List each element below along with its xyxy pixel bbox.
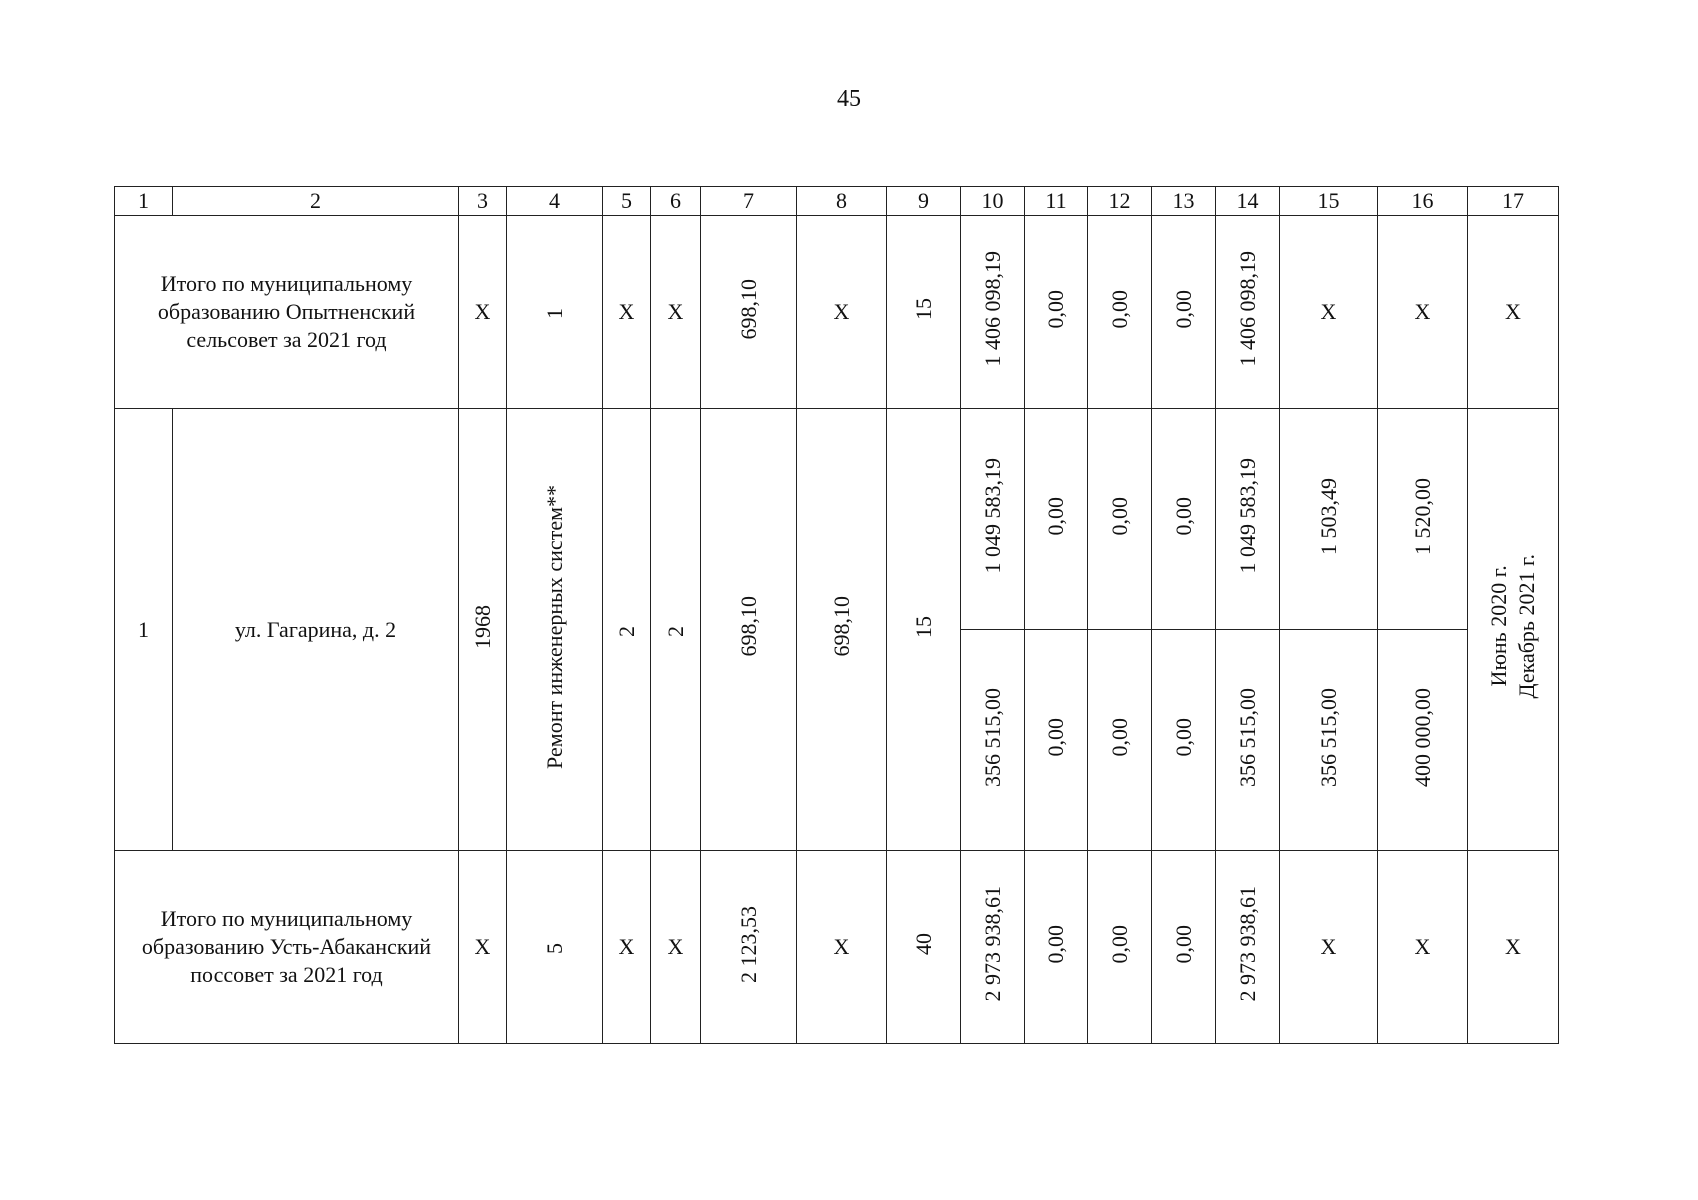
header-cell: 3 <box>459 187 507 216</box>
item-top-cell-12-value: 0,00 <box>1106 496 1132 536</box>
total-label: Итого по муниципальному образованию Усть-Абаканский поссовет за 2021 год <box>115 851 459 1044</box>
cell-10-value: 1 406 098,19 <box>979 251 1005 367</box>
item-cell-8-value: 698,10 <box>828 596 854 657</box>
item-top-cell-11 <box>1025 409 1088 630</box>
cell-14 <box>1216 216 1280 409</box>
page-number: 45 <box>837 86 861 112</box>
cell-13 <box>1152 851 1216 1044</box>
cell-13 <box>1152 216 1216 409</box>
item-bottom-cell-16 <box>1378 630 1468 851</box>
cell-7 <box>701 216 797 409</box>
cell-15: X <box>1280 216 1378 409</box>
item-bottom-cell-15 <box>1280 630 1378 851</box>
cell-6: X <box>651 851 701 1044</box>
item-cell-5 <box>603 409 651 851</box>
cell-11 <box>1025 851 1088 1044</box>
item-top-cell-16-value: 1 520,00 <box>1409 477 1435 555</box>
item-period-text <box>1485 554 1541 698</box>
item-top-cell-12 <box>1088 409 1152 630</box>
header-cell: 10 <box>961 187 1025 216</box>
cell-11 <box>1025 216 1088 409</box>
total-row-ust-abakansky <box>115 851 1559 1044</box>
item-cell-7 <box>701 409 797 851</box>
item-address: ул. Гагарина, д. 2 <box>173 409 459 851</box>
item-top-cell-10 <box>961 409 1025 630</box>
item-cell-5-value: 2 <box>613 625 639 637</box>
cell-7-value: 2 123,53 <box>735 905 761 983</box>
header-cell: 16 <box>1378 187 1468 216</box>
cell-6: X <box>651 216 701 409</box>
item-year <box>459 409 507 851</box>
item-bottom-cell-10 <box>961 630 1025 851</box>
header-cell: 17 <box>1468 187 1559 216</box>
header-cell: 2 <box>173 187 459 216</box>
data-table <box>114 186 1559 1044</box>
cell-3: X <box>459 851 507 1044</box>
header-cell: 11 <box>1025 187 1088 216</box>
item-top-cell-15-value: 1 503,49 <box>1315 477 1341 555</box>
cell-16: X <box>1378 216 1468 409</box>
item-bottom-cell-16-value: 400 000,00 <box>1409 687 1435 787</box>
cell-9 <box>887 216 961 409</box>
cell-14-value: 2 973 938,61 <box>1234 886 1260 1002</box>
cell-17: X <box>1468 216 1559 409</box>
header-cell: 5 <box>603 187 651 216</box>
item-cell-6 <box>651 409 701 851</box>
item-top-cell-11-value: 0,00 <box>1043 496 1068 536</box>
item-period-line2: Декабрь 2021 г. <box>1514 554 1539 699</box>
item-bottom-cell-10-value: 356 515,00 <box>979 687 1005 787</box>
header-cell: 7 <box>701 187 797 216</box>
cell-11-value: 0,00 <box>1043 289 1068 329</box>
cell-15: X <box>1280 851 1378 1044</box>
item-bottom-cell-12 <box>1088 630 1152 851</box>
cell-14 <box>1216 851 1280 1044</box>
item-cell-6-value: 2 <box>662 625 688 637</box>
cell-10 <box>961 851 1025 1044</box>
item-cell-9-value: 15 <box>910 615 936 638</box>
cell-9-value: 15 <box>910 298 936 320</box>
cell-10 <box>961 216 1025 409</box>
header-cell: 1 <box>115 187 173 216</box>
header-cell: 6 <box>651 187 701 216</box>
item-number: 1 <box>115 409 173 851</box>
item-top-cell-13-value: 0,00 <box>1170 496 1196 536</box>
item-cell-7-value: 698,10 <box>735 596 761 657</box>
item-top-cell-16 <box>1378 409 1468 630</box>
header-cell: 8 <box>797 187 887 216</box>
item-bottom-cell-13-value: 0,00 <box>1170 717 1196 757</box>
cell-4 <box>507 851 603 1044</box>
cell-4-value: 5 <box>541 943 567 954</box>
header-cell: 12 <box>1088 187 1152 216</box>
cell-16: X <box>1378 851 1468 1044</box>
cell-12-value: 0,00 <box>1106 924 1132 964</box>
item-bottom-cell-11-value: 0,00 <box>1043 717 1068 757</box>
item-period-line1: Июнь 2020 г. <box>1486 565 1511 688</box>
item-bottom-cell-14-value: 356 515,00 <box>1234 687 1260 787</box>
item-top-cell-10-value: 1 049 583,19 <box>979 458 1005 574</box>
item-work-type-value: Ремонт инженерных систем** <box>541 484 567 769</box>
item-cell-9 <box>887 409 961 851</box>
total-row-opytnensky <box>115 216 1559 409</box>
cell-8: X <box>797 216 887 409</box>
item-row <box>115 409 1559 630</box>
header-cell: 9 <box>887 187 961 216</box>
header-cell: 13 <box>1152 187 1216 216</box>
item-top-cell-13 <box>1152 409 1216 630</box>
cell-13-value: 0,00 <box>1170 924 1196 964</box>
cell-3: X <box>459 216 507 409</box>
item-top-cell-15 <box>1280 409 1378 630</box>
cell-8: X <box>797 851 887 1044</box>
header-row <box>115 187 1559 216</box>
cell-5: X <box>603 216 651 409</box>
item-year-value: 1968 <box>469 604 495 649</box>
cell-12-value: 0,00 <box>1106 289 1132 329</box>
cell-7-value: 698,10 <box>735 278 761 340</box>
total-label: Итого по муниципальному образованию Опытненский сельсовет за 2021 год <box>115 216 459 409</box>
header-cell: 14 <box>1216 187 1280 216</box>
item-cell-8 <box>797 409 887 851</box>
cell-4-value: 1 <box>541 308 567 319</box>
cell-10-value: 2 973 938,61 <box>979 886 1005 1002</box>
cell-13-value: 0,00 <box>1170 289 1196 329</box>
header-cell: 4 <box>507 187 603 216</box>
cell-9-value: 40 <box>910 933 936 955</box>
cell-14-value: 1 406 098,19 <box>1234 251 1260 367</box>
item-period <box>1468 409 1559 851</box>
cell-4 <box>507 216 603 409</box>
cell-12 <box>1088 216 1152 409</box>
item-bottom-cell-12-value: 0,00 <box>1106 717 1132 757</box>
header-cell: 15 <box>1280 187 1378 216</box>
item-bottom-cell-15-value: 356 515,00 <box>1315 687 1341 787</box>
item-bottom-cell-14 <box>1216 630 1280 851</box>
cell-17: X <box>1468 851 1559 1044</box>
cell-9 <box>887 851 961 1044</box>
cell-11-value: 0,00 <box>1043 924 1068 964</box>
cell-12 <box>1088 851 1152 1044</box>
item-work-type <box>507 409 603 851</box>
cell-7 <box>701 851 797 1044</box>
item-bottom-cell-11 <box>1025 630 1088 851</box>
cell-5: X <box>603 851 651 1044</box>
item-top-cell-14-value: 1 049 583,19 <box>1234 458 1260 574</box>
item-top-cell-14 <box>1216 409 1280 630</box>
item-bottom-cell-13 <box>1152 630 1216 851</box>
